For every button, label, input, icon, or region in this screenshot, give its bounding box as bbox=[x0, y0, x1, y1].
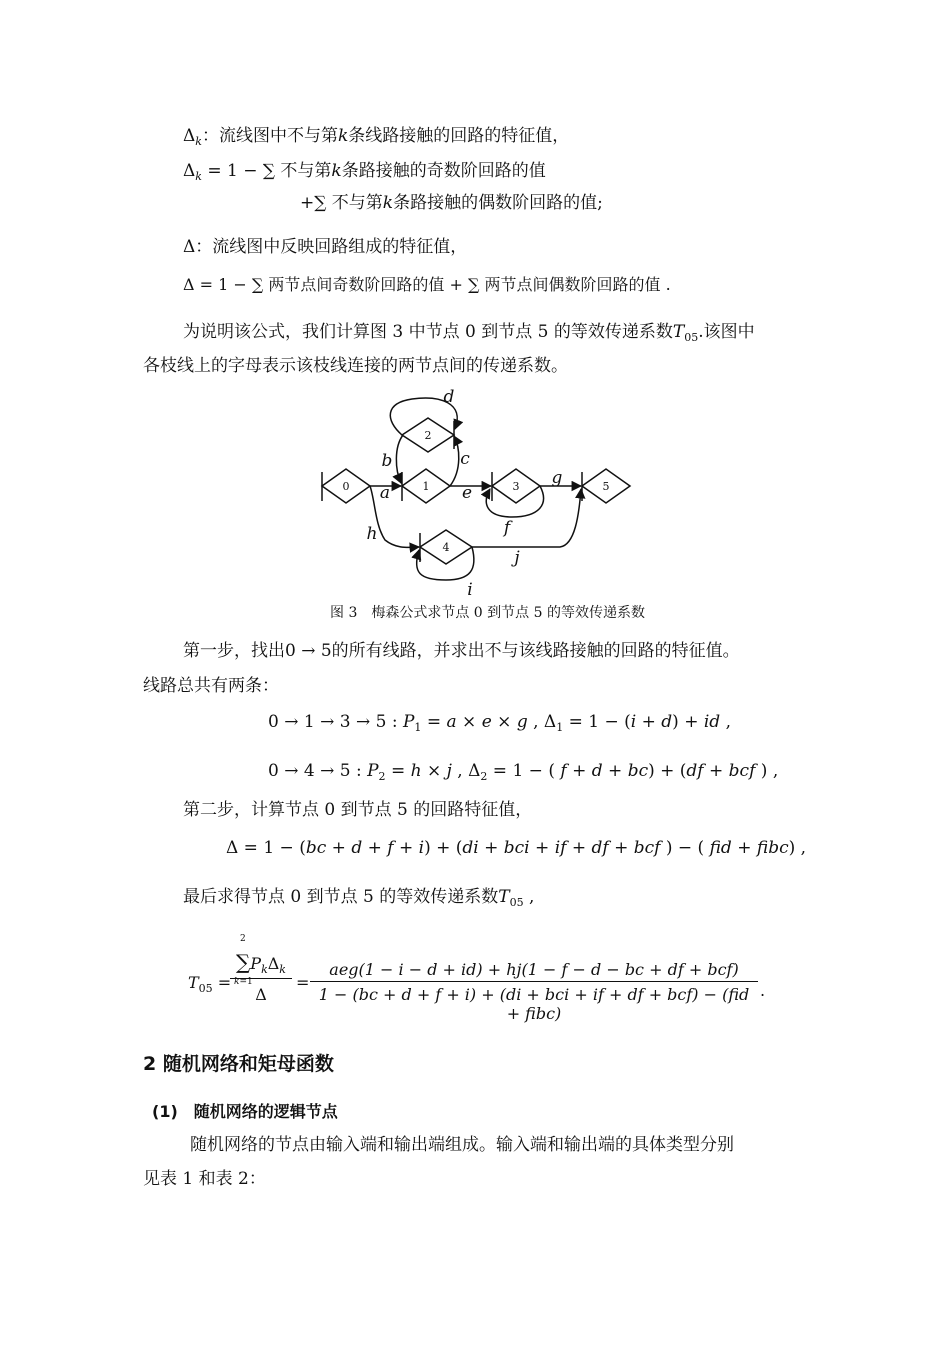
delta-total-formula: Δ = 1 − (bc + d + f + i) + (di + bci + if + df + bcf ) − ( fid + fibc) , bbox=[226, 838, 807, 858]
node-0-label: 0 bbox=[342, 480, 350, 493]
T05-lhs: $T_{05}$ = bbox=[188, 973, 232, 995]
node-2-label: 2 bbox=[424, 429, 432, 442]
delta-definition: Δ：流线图中反映回路组成的特征值， bbox=[183, 237, 468, 257]
node-3-label: 3 bbox=[512, 480, 520, 493]
edge-label-e: e bbox=[461, 483, 473, 503]
step1-line2: 线路总共有两条： bbox=[143, 676, 279, 696]
step2-line: 第二步，计算节点 0 到节点 5 的回路特征值， bbox=[183, 800, 533, 820]
edge-label-h: h bbox=[366, 524, 378, 544]
edge-label-i: i bbox=[467, 580, 473, 600]
T05-denominator: 1 − (bc + d + f + i) + (di + bci + if + df + bcf) − (fid + fibc) bbox=[318, 985, 750, 1023]
path-1-formula: 0 → 1 → 3 → 5 : $P_1 = a \times e \times g$ , $\Delta_1 = 1 - (i + d)$ + id , bbox=[268, 712, 731, 734]
edge-j bbox=[472, 489, 581, 547]
paragraph-line: 见表 1 和表 2： bbox=[143, 1169, 266, 1189]
delta-formula: Δ = 1 − ∑ 两节点间奇数阶回路的值 + ∑ 两节点间偶数阶回路的值 . bbox=[183, 275, 671, 294]
edge-label-a: a bbox=[379, 483, 391, 503]
paragraph-line: 随机网络的节点由输入端和输出端组成。输入端和输出端的具体类型分别 bbox=[190, 1135, 734, 1155]
node-5-label: 5 bbox=[602, 480, 610, 493]
edge-label-b: b bbox=[381, 451, 393, 471]
paragraph-line: 各枝线上的字母表示该枝线连接的两节点间的传递系数。 bbox=[143, 356, 568, 376]
edge-label-d: d bbox=[443, 387, 455, 407]
delta-k-formula-line2: +∑ 不与第k条路接触的偶数阶回路的值; bbox=[300, 193, 603, 213]
edge-label-c: c bbox=[460, 449, 470, 469]
T05-sum-fraction: 2 $\sum P_k\Delta_k$ k=1 Δ bbox=[230, 936, 292, 1004]
delta-k-formula-line1: $\Delta_k = 1$ − ∑ 不与第k条路接触的奇数阶回路的值 bbox=[183, 161, 546, 183]
edge-label-g: g bbox=[551, 468, 563, 488]
path-2-formula: 0 → 4 → 5 : $P_2 = h \times j$ , $\Delta_2 = 1$ − ( f + d + bc) + (df + bcf ) , bbox=[268, 761, 779, 783]
figure-caption: 图 3 梅森公式求节点 0 到节点 5 的等效传递系数 bbox=[330, 605, 645, 621]
section-heading: 2 随机网络和矩母函数 bbox=[143, 1053, 334, 1075]
paragraph-line: 为说明该公式，我们计算图 3 中节点 0 到节点 5 的等效传递系数$T_{05}$.该图中 bbox=[183, 322, 755, 344]
T05-main-fraction bbox=[310, 960, 758, 1023]
subsection-heading: (1) 随机网络的逻辑节点 bbox=[152, 1102, 338, 1121]
delta-k-definition: $\Delta_k$：流线图中不与第k条线路接触的回路的特征值， bbox=[183, 126, 570, 148]
edge-label-f: f bbox=[503, 518, 511, 538]
final-text-line: 最后求得节点 0 到节点 5 的等效传递系数$T_{05}$ , bbox=[183, 887, 535, 909]
edge-label-j: j bbox=[514, 548, 520, 568]
T05-numerator: aeg(1 − i − d + id) + hj(1 − f − d − bc + df + bcf) bbox=[310, 960, 758, 982]
node-4-label: 4 bbox=[442, 541, 450, 554]
node-1-label: 1 bbox=[422, 480, 430, 493]
step1-line: 第一步，找出0 → 5的所有线路，并求出不与该线路接触的回路的特征值。 bbox=[183, 641, 740, 661]
signal-flow-graph bbox=[0, 385, 950, 625]
